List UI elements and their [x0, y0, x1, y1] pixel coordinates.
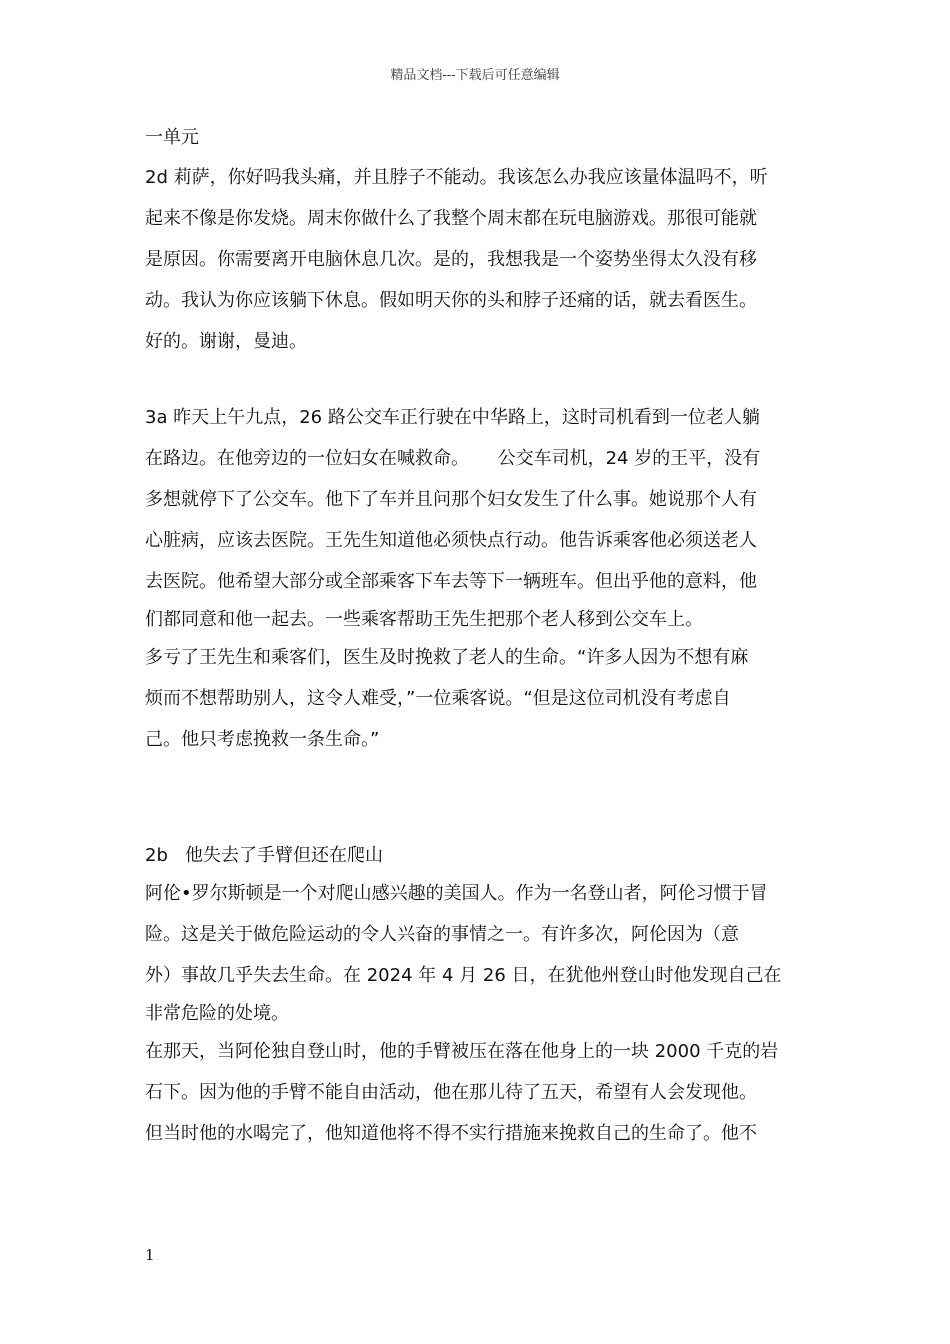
text-line: 动。我认为你应该躺下休息。假如明天你的头和脖子还痛的话，就去看医生。	[145, 290, 757, 311]
text-line: 外）事故几乎失去生命。在 2024 年 4 月 26 日，在犹他州登山时他发现自己在	[145, 965, 782, 986]
text-line: 己。他只考虑挽救一条生命。”	[145, 729, 380, 750]
section-title: 一单元	[145, 127, 199, 148]
text-line: 阿伦•罗尔斯顿是一个对爬山感兴趣的美国人。作为一名登山者，阿伦习惯于冒	[145, 883, 768, 904]
text-line: 石下。因为他的手臂不能自由活动，他在那儿待了五天，希望有人会发现他。	[145, 1082, 757, 1103]
text-line: 险。这是关于做危险运动的令人兴奋的事情之一。有许多次，阿伦因为（意	[145, 924, 739, 945]
text-line: 多亏了王先生和乘客们，医生及时挽救了老人的生命。“许多人因为不想有麻	[145, 647, 749, 668]
text-line: 多想就停下了公交车。他下了车并且问那个妇女发生了什么事。她说那个人有	[145, 489, 757, 510]
text-line: 2d 莉萨，你好吗我头痛，并且脖子不能动。我该怎么办我应该量体温吗不，听	[145, 167, 768, 188]
paragraph-gap	[145, 362, 810, 397]
document-body	[145, 123, 810, 1154]
text-line: 在路边。在他旁边的一位妇女在喊救命。 公交车司机，24 岁的王平，没有	[145, 448, 761, 469]
text-line: 非常危险的处境。	[145, 1003, 289, 1024]
text-line: 烦而不想帮助别人，这令人难受，”一位乘客说。“但是这位司机没有考虑自	[145, 688, 731, 709]
text-line: 好的。谢谢，曼迪。	[145, 331, 307, 352]
text-line: 但当时他的水喝完了，他知道他将不得不实行措施来挽救自己的生命了。他不	[145, 1123, 757, 1144]
text-line: 去医院。他希望大部分或全部乘客下车去等下一辆班车。但出乎他的意料，他	[145, 571, 757, 592]
paragraph-gap	[145, 760, 810, 838]
text-line: 心脏病，应该去医院。王先生知道他必须快点行动。他告诉乘客他必须送老人	[145, 530, 757, 551]
page-number: 1	[145, 1246, 155, 1264]
section-title: 2b 他失去了手臂但还在爬山	[145, 845, 384, 866]
text-line: 起来不像是你发烧。周末你做什么了我整个周末都在玩电脑游戏。那很可能就	[145, 208, 757, 229]
text-line: 在那天，当阿伦独自登山时，他的手臂被压在落在他身上的一块 2000 千克的岩	[145, 1041, 779, 1062]
text-line: 3a 昨天上午九点，26 路公交车正行驶在中华路上，这时司机看到一位老人躺	[145, 407, 760, 428]
page-header: 精品文档---下载后可任意编辑	[390, 68, 560, 83]
text-line: 是原因。你需要离开电脑休息几次。是的，我想我是一个姿势坐得太久没有移	[145, 249, 757, 270]
text-line: 们都同意和他一起去。一些乘客帮助王先生把那个老人移到公交车上。	[145, 609, 703, 630]
